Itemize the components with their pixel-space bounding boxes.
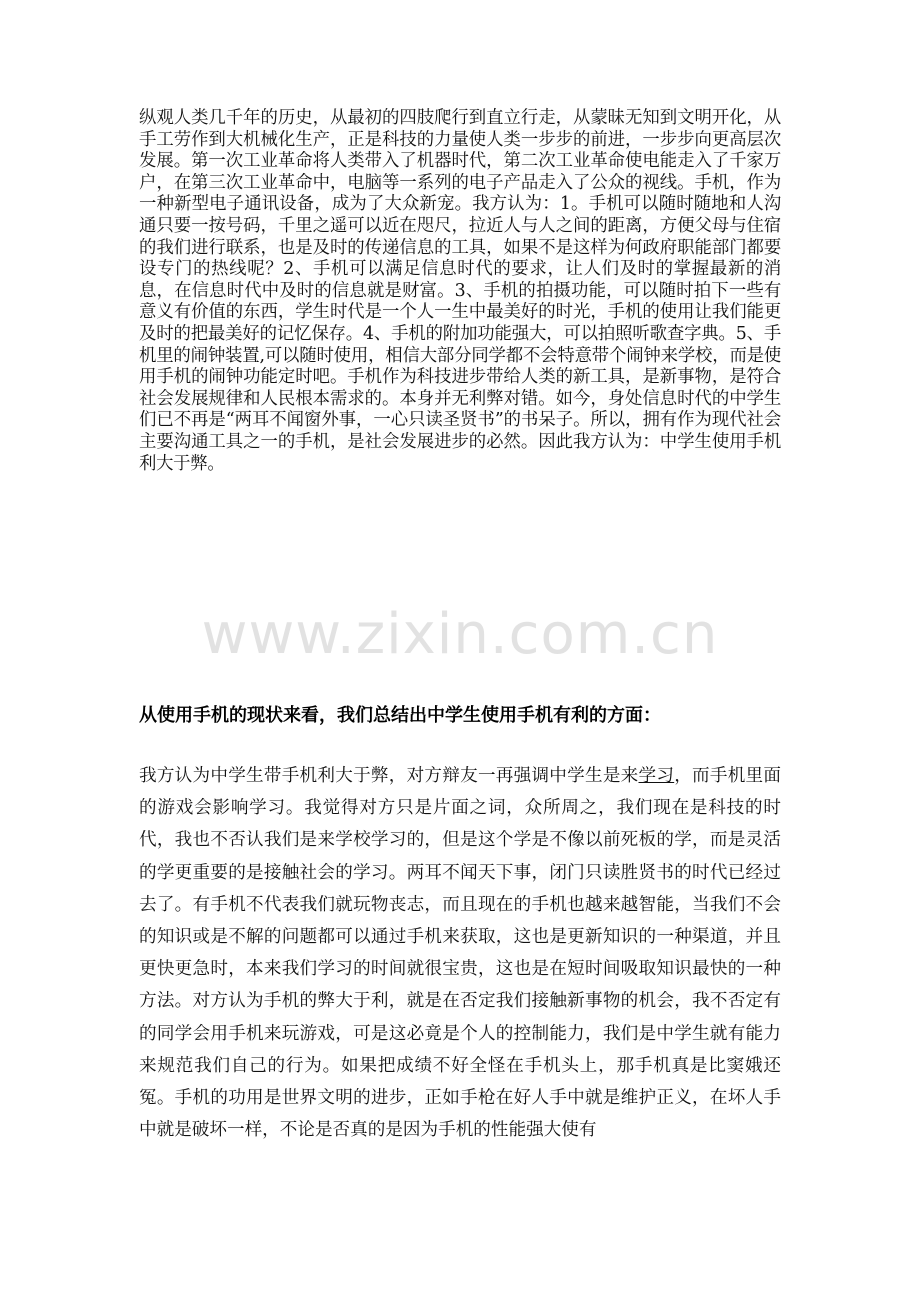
body-text-after-link: ，而手机里面的游戏会影响学习。我觉得对方只是片面之词，众所周之，我们现在是科技的时代，我也不否认我们是来学校学习的，但是这个学是不像以前死板的学，而是灵活的学更重要的是接触社会的学习。两耳不闻天下事，闭门只读胜贤书的时代已经过去了。有手机不代表我们就玩物丧志，而且现在的手机也越来越智能，当我们不会的知识或是不解的问题都可以通过手机来获取，这也是更新知识的一种渠道，并且更快更急时，本来我们学习的时间就很宝贵，这也是在短时间吸取知识最快的一种方法。对方认为手机的弊大于利，就是在否定我们接触新事物的机会，我不否定有的同学会用手机来玩游戏，可是这必竟是个人的控制能力，我们是中学生就有能力来规范我们自己的行为。如果把成绩不好全怪在手机头上，那手机真是比窦娥还冤。手机的功用是世界文明的进步，正如手枪在好人手中就是维护正义，在坏人手中就是破坏一样，不论是否真的是因为手机的性能强大使有 bbox=[139, 766, 781, 1141]
watermark: www.zixin.com.cn bbox=[201, 602, 719, 667]
body-paragraph bbox=[139, 760, 781, 1146]
intro-paragraph: 纵观人类几千年的历史，从最初的四肢爬行到直立行走，从蒙昧无知到文明开化，从手工劳作到大机械化生产，正是科技的力量使人类一步步的前进，一步步向更高层次发展。第一次工业革命将人类带入了机器时代，第二次工业革命使电能走入了千家万户，在第三次工业革命中，电脑等一系列的电子产品走入了公众的视线。手机，作为一种新型电子通讯设备，成为了大众新宠。我方认为：1。手机可以随时随地和人沟通只要一按号码，千里之遥可以近在咫尺，拉近人与人之间的距离，方便父母与住宿的我们进行联系，也是及时的传递信息的工具，如果不是这样为何政府职能部门都要设专门的热线呢？2、手机可以满足信息时代的要求，让人们及时的掌握最新的消息，在信息时代中及时的信息就是财富。3、手机的拍摄功能，可以随时拍下一些有意义有价值的东西，学生时代是一个人一生中最美好的时光，手机的使用让我们能更及时的把最美好的记忆保存。4、手机的附加功能强大，可以拍照听歌查字典。5、手机里的闹钟装置,可以随时使用，相信大部分同学都不会特意带个闹钟来学校，而是使用手机的闹钟功能定时吧。手机作为科技进步带给人类的新工具，是新事物，是符合社会发展规律和人民根本需求的。本身并无利弊对错。如今，身处信息时代的中学生们已不再是“两耳不闻窗外事，一心只读圣贤书”的书呆子。所以，拥有作为现代社会主要沟通工具之一的手机，是社会发展进步的必然。因此我方认为：中学生使用手机利大于弊。 bbox=[139, 108, 781, 474]
study-link[interactable]: 学习 bbox=[638, 766, 675, 786]
body-text-before-link: 我方认为中学生带手机利大于弊，对方辩友一再强调中学生是来 bbox=[139, 766, 639, 786]
section-heading: 从使用手机的现状来看，我们总结出中学生使用手机有利的方面： bbox=[139, 705, 661, 726]
